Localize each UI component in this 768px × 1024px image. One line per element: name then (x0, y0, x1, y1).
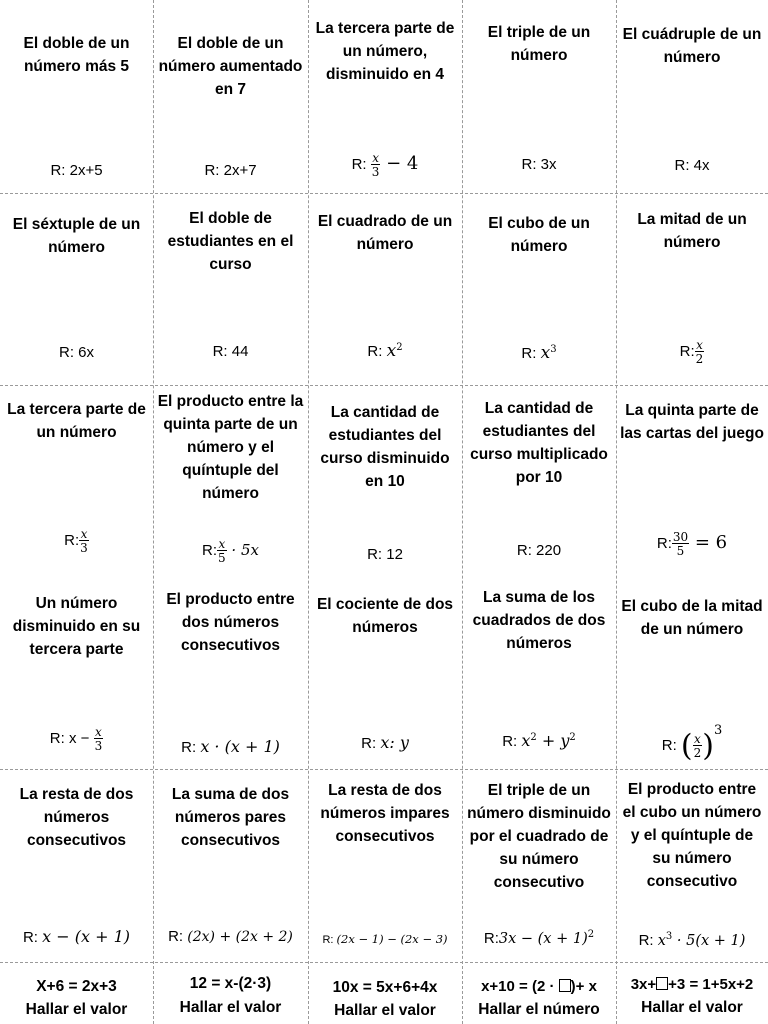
card-prompt: El doble de un número aumentado en 7 (158, 35, 303, 98)
card-prompt: La resta de dos números impares consecutivos (320, 782, 450, 845)
fraction: $\frac{30}{5}$ (672, 530, 689, 558)
card-answer: R:3x − $(x + 1)^2$ (483, 929, 595, 947)
card (462, 577, 616, 769)
card-prompt: El triple de un número (487, 24, 591, 64)
card-prompt: El doble de estudiantes en el curso (167, 210, 294, 273)
card-answer: R: ( $\frac{x}{2}$ )$^3$ (661, 723, 723, 764)
card-task: Hallar el número (478, 1001, 600, 1018)
card (0, 193, 153, 385)
fraction: $\frac{x}{2}$ (695, 338, 704, 366)
card-answer: R: $x^2$ (367, 341, 403, 361)
card-answer: R: 3x (521, 156, 557, 173)
card (0, 962, 153, 1024)
equation: X+6 = 2x+3 (36, 978, 117, 995)
card (616, 962, 768, 1024)
card-prompt: El producto entre dos números consecutivos (166, 591, 295, 654)
card (153, 193, 308, 385)
card (153, 385, 308, 577)
card-prompt: El séxtuple de un número (12, 216, 141, 256)
card (616, 193, 768, 385)
card-task: Hallar el valor (334, 1002, 436, 1019)
card-answer: R: 12 (367, 546, 403, 563)
card-prompt: El cociente de dos números (316, 596, 454, 636)
card (0, 0, 153, 193)
card-answer: R: $x^3 \cdot 5(x + 1)$ (638, 931, 746, 949)
card-prompt: El cuádruple de un número (622, 26, 762, 66)
card (462, 385, 616, 577)
card-answer: R: 4x (674, 157, 710, 174)
card (462, 769, 616, 962)
card (153, 769, 308, 962)
card-answer: R: x: y (361, 733, 409, 752)
card-answer: R: 2x+5 (50, 162, 103, 179)
equation: x+10 = (2 · )+ x (481, 978, 597, 995)
card-answer: R: 44 (212, 343, 249, 360)
fraction: $\frac{x}{2}$ (693, 732, 702, 761)
card (308, 385, 462, 577)
card-prompt: La suma de los cuadrados de dos números (472, 589, 606, 652)
card-answer: R: $x^3$ (521, 343, 557, 363)
card-answer: R: x · (x + 1) (181, 737, 280, 756)
card (0, 385, 153, 577)
card (308, 962, 462, 1024)
card (462, 962, 616, 1024)
card-prompt: El cuadrado de un número (317, 213, 453, 253)
card (0, 769, 153, 962)
card-prompt: El producto entre la quinta parte de un número y el quíntuple del número (157, 393, 304, 502)
blank-box-icon (559, 979, 571, 992)
card-answer: R: x − (x + 1) (22, 927, 131, 946)
card-answer: R: (2x − 1) − (2x − 3) (322, 932, 448, 946)
card (153, 0, 308, 193)
card-answer: R: $\frac{x}{2}$ (679, 338, 704, 366)
card (462, 193, 616, 385)
card-answer: R: 220 (516, 542, 562, 559)
card-prompt: El triple de un número disminuido por el cuadrado de su número consecutivo (467, 782, 611, 891)
card-answer: R: $\frac{x}{3}$ − 4 (351, 151, 419, 179)
equation: 3x+ +3 = 1+5x+2 (630, 976, 754, 993)
card-prompt: La mitad de un número (637, 211, 747, 251)
card-answer: R: $\frac{30}{5}$ = 6 (656, 530, 728, 558)
card (308, 0, 462, 193)
card (616, 577, 768, 769)
card-prompt: La suma de dos números pares consecutivos (171, 786, 290, 849)
card-answer: R: $x^2 + y^2$ (502, 731, 576, 750)
card-prompt: La tercera parte de un número, disminuido en 4 (315, 20, 455, 83)
card-answer: R: x − $\frac{x}{3}$ (49, 725, 103, 753)
card-prompt: La tercera parte de un número (7, 401, 146, 441)
card (616, 0, 768, 193)
equation: 10x = 5x+6+4x (332, 979, 438, 996)
fraction: $\frac{x}{5}$ (218, 537, 226, 565)
card-prompt: La quinta parte de las cartas del juego (620, 402, 764, 442)
card (308, 577, 462, 769)
card-prompt: La resta de dos números consecutivos (19, 786, 134, 849)
fraction: $\frac{x}{3}$ (80, 527, 88, 555)
card-prompt: Un número disminuido en su tercera parte (12, 595, 141, 658)
card-answer: R: 6x (58, 344, 94, 361)
card-answer: R: (2x) + (2x + 2) (168, 928, 293, 945)
fraction: $\frac{x}{3}$ (371, 151, 380, 179)
card-task: Hallar el valor (641, 999, 743, 1016)
card (0, 577, 153, 769)
card-prompt: El producto entre el cubo un número y el quíntuple de su número consecutivo (622, 781, 762, 890)
card (616, 769, 768, 962)
card-answer: R: 2x+7 (204, 162, 257, 179)
card (308, 769, 462, 962)
card-answer: R: $\frac{x}{5}$ · 5x (202, 537, 259, 565)
card (153, 577, 308, 769)
card (616, 385, 768, 577)
card (153, 962, 308, 1024)
card-prompt: La cantidad de estudiantes del curso disminuido en 10 (320, 404, 450, 490)
card-prompt: El cubo de la mitad de un número (621, 598, 763, 638)
card-task: Hallar el valor (25, 1001, 128, 1018)
equation: 12 = x-(2·3) (189, 975, 272, 992)
card-prompt: La cantidad de estudiantes del curso multiplicado por 10 (470, 400, 608, 486)
card-answer: R: $\frac{x}{3}$ (64, 527, 88, 555)
card-prompt: El doble de un número más 5 (23, 35, 130, 75)
card (462, 0, 616, 193)
card-prompt: El cubo de un número (488, 215, 590, 255)
card (308, 193, 462, 385)
card-task: Hallar el valor (179, 999, 282, 1016)
blank-box-icon (656, 977, 668, 990)
fraction: $\frac{x}{3}$ (94, 725, 103, 753)
